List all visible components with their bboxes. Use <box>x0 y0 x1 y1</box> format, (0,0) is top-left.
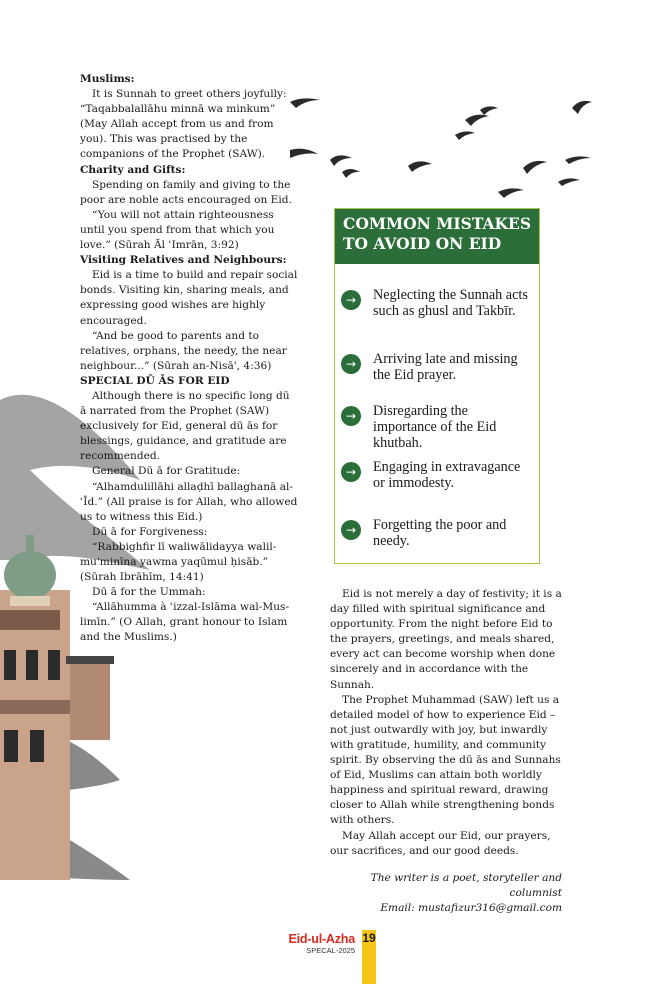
paragraph: Although there is no specific long dū ā narrated from the Prophet (SAW) exclusively for Eid, general dū ās for blessings, guidance, and gratitude are recommended. <box>80 389 290 463</box>
paragraph: General Dū ā for Gratitude: <box>92 465 241 478</box>
section-heading: SPECIAL DŪ ĀS FOR EID <box>80 374 230 387</box>
paragraph: “Rabbighfir lī waliwālidayya walil-mu'minīna yawma yaqūmul ḥisāb.” (Sūrah Ibrāhīm, 14:41) <box>80 540 277 584</box>
section-heading: Charity and Gifts: <box>80 163 186 176</box>
mistake-item-text: Arriving late and missing the Eid prayer. <box>373 351 518 383</box>
mistake-item <box>341 459 533 491</box>
page-footer <box>283 930 373 984</box>
mistake-item <box>341 287 533 319</box>
arrow-right-icon: → <box>341 290 361 310</box>
mistake-item-text: Disregarding the importance of the Eid khutbah. <box>373 403 497 451</box>
arrow-right-icon: → <box>341 406 361 426</box>
box-title <box>335 209 539 264</box>
flying-birds-illustration <box>280 90 610 210</box>
paragraph: Spending on family and giving to the poor are noble acts encouraged on Eid. <box>80 178 292 206</box>
paragraph: The Prophet Muhammad (SAW) left us a detailed model of how to experience Eid – not just outwardly with joy, but inwardly with gratitude, humility, and community spirit. By observing the dū ās and Sunnahs of Eid, Muslims can attain both worldly happiness and spiritual reward, drawing closer to Allah while strengthening bonds with others. <box>330 693 561 827</box>
page-number: 19 <box>362 931 376 945</box>
mistake-item-text: Engaging in extravagance or immodesty. <box>373 459 521 491</box>
paragraph: Eid is a time to build and repair social bonds. Visiting kin, sharing meals, and expressing good wishes are highly encouraged. <box>80 269 298 327</box>
mistake-item <box>341 403 533 451</box>
mistake-item <box>341 517 533 549</box>
byline-bio: The writer is a poet, storyteller and columnist <box>370 871 562 899</box>
left-article-column <box>80 72 298 646</box>
arrow-right-icon: → <box>341 462 361 482</box>
author-byline <box>330 871 562 916</box>
common-mistakes-box <box>334 208 540 564</box>
arrow-right-icon: → <box>341 354 361 374</box>
byline-email: Email: mustafizur316@gmail.com <box>380 901 562 914</box>
footer-title: Eid-ul-Azha <box>288 932 355 946</box>
paragraph: Dū ā for Forgiveness: <box>92 525 208 538</box>
paragraph: May Allah accept our Eid, our prayers, our sacrifices, and our good deeds. <box>330 829 551 857</box>
section-heading: Muslims: <box>80 73 135 85</box>
paragraph: “And be good to parents and to relatives, orphans, the needy, the near neighbour...” (Sūrah an-Nisā', 4:36) <box>80 329 287 372</box>
footer-subtitle: SPECAL-2025 <box>306 946 355 955</box>
section-heading: Visiting Relatives and Neighbours: <box>80 254 287 267</box>
mistake-item-text: Neglecting the Sunnah acts such as ghusl and Takbīr. <box>373 287 528 319</box>
paragraph: “Allāhumma à ʿizzal-Islāma wal-Mus-limīn.” (O Allah, grant honour to Islam and the Muslims.) <box>80 601 290 644</box>
paragraph: “You will not attain righteousness until you spend from that which you love.” (Sūrah Āl ʿImrān, 3:92) <box>80 208 275 252</box>
box-title-line-2: TO AVOID ON EID <box>343 234 502 253</box>
arrow-right-icon: → <box>341 520 361 540</box>
paragraph: “Alhamdulillāhi allaḍhī ballaghanā al-ʿĪd.” (All praise is for Allah, who allowed us to witness this Eid.) <box>80 480 298 523</box>
paragraph: Dū ā for the Ummah: <box>92 586 206 599</box>
mistake-item <box>341 351 533 383</box>
mistake-item-text: Forgetting the poor and needy. <box>373 517 507 549</box>
paragraph: It is Sunnah to greet others joyfully: “Taqabbalallāhu minnā wa minkum” (May Allah accept from us and from you). This was practised by the companions of the Prophet (SAW). <box>80 88 287 161</box>
paragraph: Eid is not merely a day of festivity; it is a day filled with spiritual significance and opportunity. From the night before Eid to the prayers, greetings, and meals shared, every act can become worship when done sincerely and in accordance with the Sunnah. <box>330 588 562 691</box>
box-title-line-1: COMMON MISTAKES <box>343 214 532 233</box>
right-article-column <box>330 587 562 916</box>
